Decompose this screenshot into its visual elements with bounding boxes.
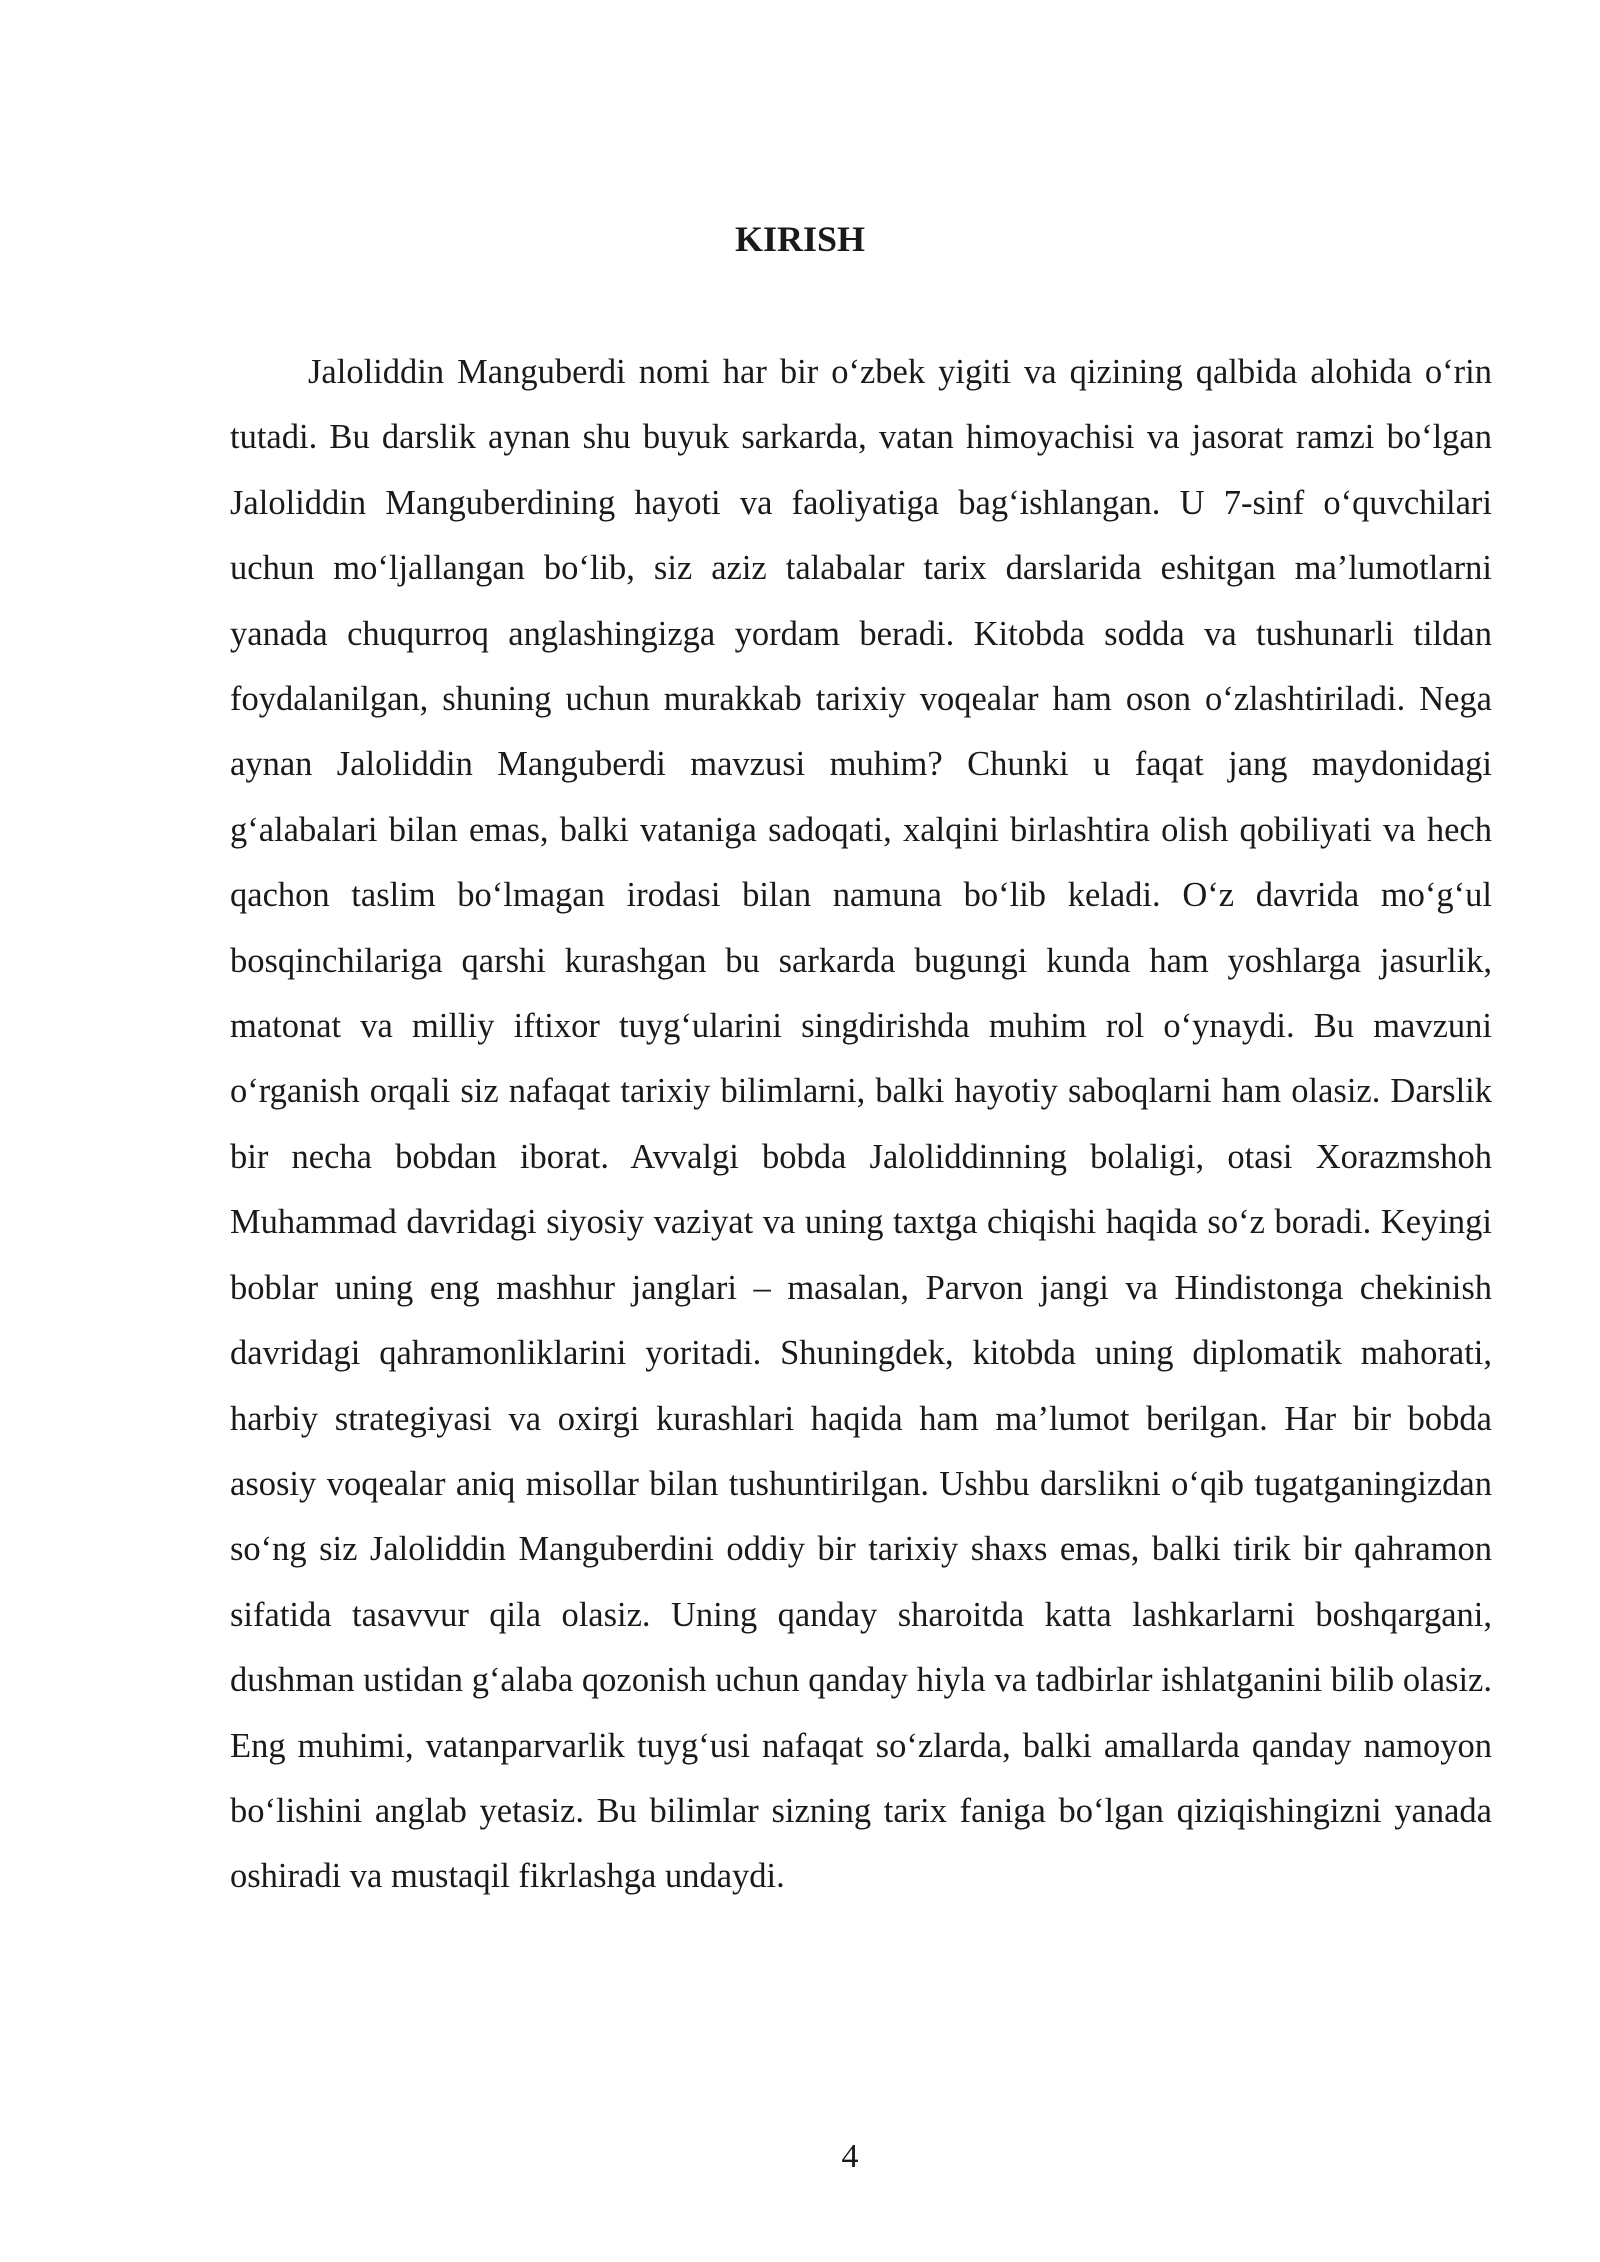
section-title: KIRISH bbox=[734, 219, 866, 259]
body-paragraph: Jaloliddin Manguberdi nomi har bir o‘zbek yigiti va qizining qalbida alohida o‘rin tutadi. Bu darslik aynan shu buyuk sarkarda, vatan himoyachisi va jasorat ramzi bo‘lgan Jaloliddin Manguberdining hayoti va faoliyatiga bag‘ishlangan. U 7-sinf o‘quvchilari uchun mo‘ljallangan bo‘lib, siz aziz talabalar tarix darslarida eshitgan ma’lumotlarni yanada chuqurroq anglashingizga yordam beradi. Kitobda sodda va tushunarli tildan foydalanilgan, shuning uchun murakkab tarixiy voqealar ham oson o‘zlashtiriladi. Nega aynan Jaloliddin Manguberdi mavzusi muhim? Chunki u faqat jang maydonidagi g‘alabalari bilan emas, balki vataniga sadoqati, xalqini birlashtira olish qobiliyati va hech qachon taslim bo‘lmagan irodasi bilan namuna bo‘lib keladi. O‘z davrida mo‘g‘ul bosqinchilariga qarshi kurashgan bu sarkarda bugungi kunda ham yoshlarga jasurlik, matonat va milliy iftixor tuyg‘ularini singdirishda muhim rol o‘ynaydi. Bu mavzuni o‘rganish orqali siz nafaqat tarixiy bilimlarni, balki hayotiy saboqlarni ham olasiz. Darslik bir necha bobdan iborat. Avvalgi bobda Jaloliddinning bolaligi, otasi Xorazmshoh Muhammad davridagi siyosiy vaziyat va uning taxtga chiqishi haqida so‘z boradi. Keyingi boblar uning eng mashhur janglari – masalan, Parvon jangi va Hindistonga chekinish davridagi qahramonliklarini yoritadi. Shuningdek, kitobda uning diplomatik mahorati, harbiy strategiyasi va oxirgi kurashlari haqida ham ma’lumot berilgan. Har bir bobda asosiy voqealar aniq misollar bilan tushuntirilgan. Ushbu darslikni o‘qib tugatganingizdan so‘ng siz Jaloliddin Manguberdini oddiy bir tarixiy shaxs emas, balki tirik bir qahramon sifatida tasavvur qila olasiz. Uning qanday sharoitda katta lashkarlarni boshqargani, dushman ustidan g‘alaba qozonish uchun qanday hiyla va tadbirlar ishlatganini bilib olasiz. Eng muhimi, vatanparvarlik tuyg‘usi nafaqat so‘zlarda, balki amallarda qanday namoyon bo‘lishini anglab yetasiz. Bu bilimlar sizning tarix faniga bo‘lgan qiziqishingizni yanada oshiradi va mustaqil fikrlashga undaydi. bbox=[230, 353, 1492, 1896]
page-number: 4 bbox=[841, 2138, 859, 2175]
